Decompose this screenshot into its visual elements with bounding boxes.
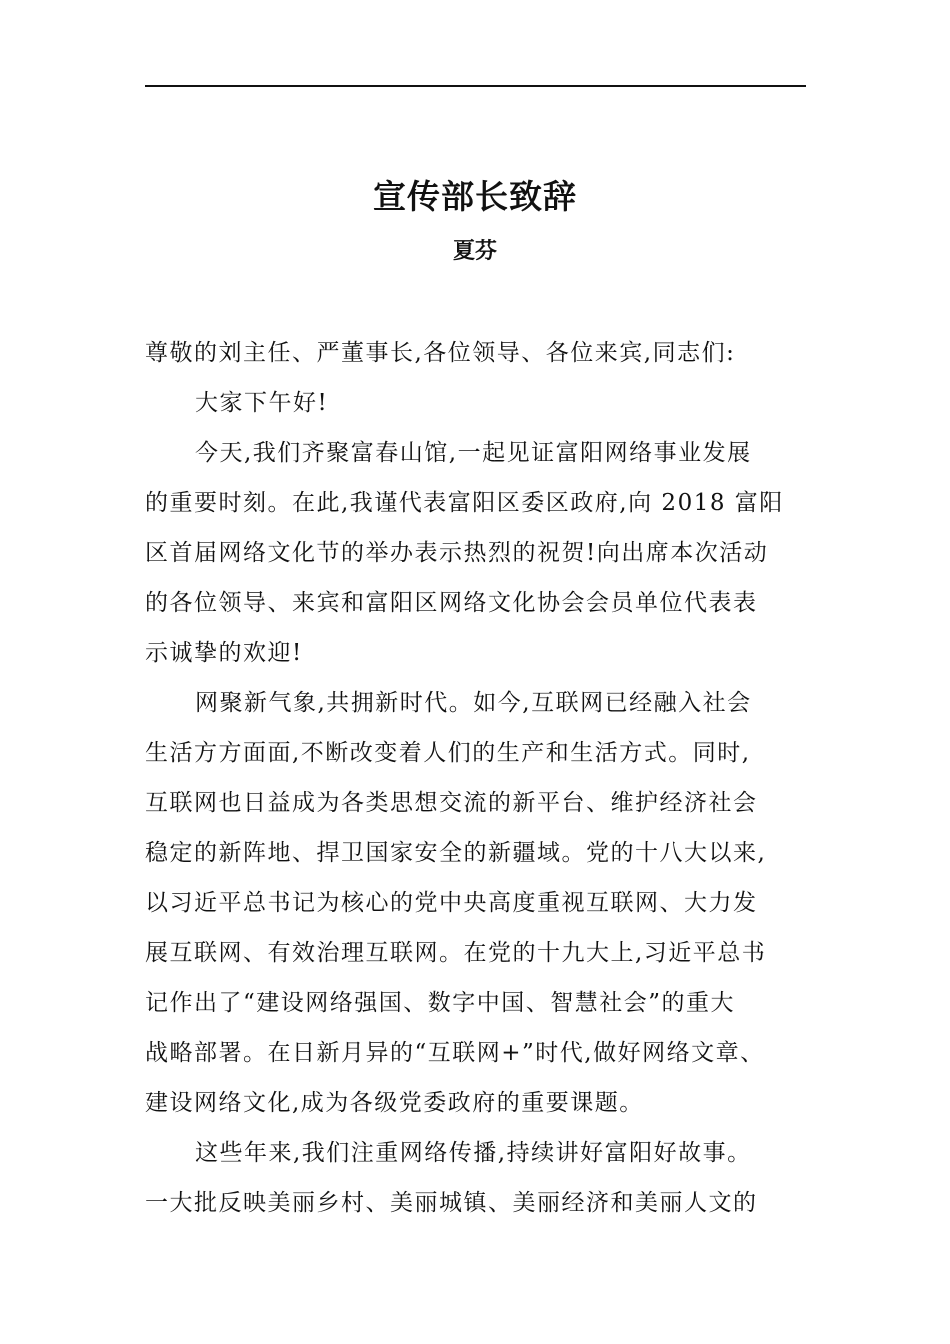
document-body bbox=[145, 328, 835, 1228]
document-author: 夏芬 bbox=[452, 238, 497, 264]
body-line: 互联网也日益成为各类思想交流的新平台、维护经济社会 bbox=[145, 790, 758, 816]
body-line: 这些年来,我们注重网络传播,持续讲好富阳好故事。 bbox=[195, 1140, 752, 1166]
body-line: 稳定的新阵地、捍卫国家安全的新疆域。党的十八大以来, bbox=[145, 840, 767, 866]
body-line: 生活方方面面,不断改变着人们的生产和生活方式。同时, bbox=[145, 740, 751, 766]
body-line: 今天,我们齐聚富春山馆,一起见证富阳网络事业发展 bbox=[195, 440, 752, 466]
document-title: 宣传部长致辞 bbox=[373, 177, 577, 216]
body-line: 示诚挚的欢迎! bbox=[145, 640, 303, 666]
body-line: 尊敬的刘主任、严董事长,各位领导、各位来宾,同志们: bbox=[145, 340, 736, 366]
body-line: 网聚新气象,共拥新时代。如今,互联网已经融入社会 bbox=[195, 690, 752, 716]
body-line: 建设网络文化,成为各级党委政府的重要课题。 bbox=[145, 1090, 644, 1116]
body-line: 展互联网、有效治理互联网。在党的十九大上,习近平总书 bbox=[145, 940, 767, 966]
body-line: 一大批反映美丽乡村、美丽城镇、美丽经济和美丽人文的 bbox=[145, 1190, 758, 1216]
body-line: 区首届网络文化节的举办表示热烈的祝贺!向出席本次活动 bbox=[145, 540, 769, 566]
body-line: 的各位领导、来宾和富阳区网络文化协会会员单位代表表 bbox=[145, 590, 758, 616]
body-line: 记作出了“建设网络强国、数字中国、智慧社会”的重大 bbox=[145, 990, 736, 1016]
body-line: 以习近平总书记为核心的党中央高度重视互联网、大力发 bbox=[145, 890, 758, 916]
body-line: 大家下午好! bbox=[195, 390, 329, 416]
body-line: 的重要时刻。在此,我谨代表富阳区委区政府,向 2018 富阳 bbox=[145, 490, 784, 516]
header-rule bbox=[145, 85, 806, 87]
body-line: 战略部署。在日新月异的“互联网+”时代,做好网络文章、 bbox=[145, 1040, 765, 1066]
